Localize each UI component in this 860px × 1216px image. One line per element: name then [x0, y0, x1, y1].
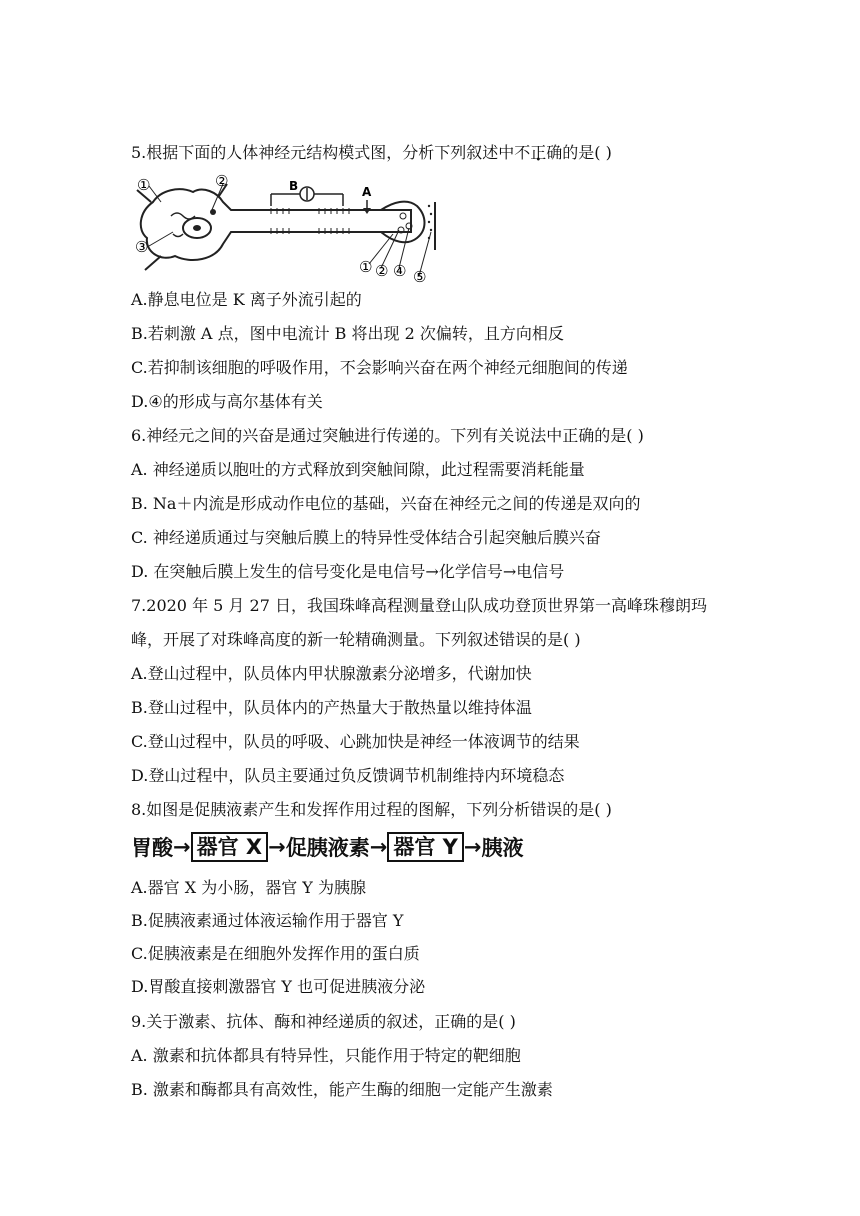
q8-stem: 8.如图是促胰液素产生和发挥作用过程的图解，下列分析错误的是( ) — [131, 800, 612, 819]
label-r4: ④ — [393, 262, 407, 280]
q6-option-c: C. 神经递质通过与突触后膜上的特异性受体结合引起突触后膜兴奋 — [131, 528, 601, 547]
flow-pancreatic-juice: 胰液 — [481, 836, 524, 860]
neuron-soma — [141, 189, 411, 260]
flow-organ-y-box: 器官 Y — [387, 832, 464, 862]
q5-stem-text: 5.根据下面的人体神经元结构模式图，分析下列叙述中 — [131, 143, 515, 162]
label-r1: ① — [359, 258, 373, 276]
organelle-2 — [173, 234, 183, 237]
q8-option-a: A.器官 X 为小肠，器官 Y 为胰腺 — [131, 878, 366, 897]
organelle-1 — [171, 213, 195, 219]
label-b: B — [289, 179, 299, 193]
flow-organ-x-box: 器官 X — [191, 832, 269, 862]
label-r2: ② — [375, 262, 389, 280]
q5-option-c: C.若抑制该细胞的呼吸作用，不会影响兴奋在两个神经元细胞间的传递 — [131, 358, 628, 377]
axon-terminal — [381, 202, 425, 243]
q5-stem — [131, 143, 791, 163]
q9-stem: 9.关于激素、抗体、酶和神经递质的叙述，正确的是( ) — [131, 1012, 516, 1031]
q8-option-b: B.促胰液素通过体液运输作用于器官 Y — [131, 911, 404, 930]
label-r5: ⑤ — [413, 268, 427, 284]
q6-option-b: B. Na＋内流是形成动作电位的基础，兴奋在神经元之间的传递是双向的 — [131, 494, 641, 513]
q6-option-d: D. 在突触后膜上发生的信号变化是电信号→化学信号→电信号 — [131, 562, 565, 581]
label-3: ③ — [135, 238, 149, 256]
q5-option-d: D.④的形成与高尔基体有关 — [131, 392, 323, 411]
q8-option-c: C.促胰液素是在细胞外发挥作用的蛋白质 — [131, 944, 420, 963]
q7-option-a: A.登山过程中，队员体内甲状腺激素分泌增多，代谢加快 — [131, 664, 532, 683]
q9-option-a: A. 激素和抗体都具有特异性，只能作用于特定的靶细胞 — [131, 1046, 521, 1065]
label-1: ① — [137, 176, 151, 194]
q7-option-b: B.登山过程中，队员体内的产热量大于散热量以维持体温 — [131, 698, 532, 717]
q6-option-a: A. 神经递质以胞吐的方式释放到突触间隙，此过程需要消耗能量 — [131, 460, 585, 479]
neuron-structure-figure — [131, 172, 439, 284]
secretin-flow-diagram — [131, 830, 523, 864]
q5-option-a: A.静息电位是 K 离子外流引起的 — [131, 290, 362, 309]
q7-stem-line1: 7.2020 年 5 月 27 日，我国珠峰高程测量登山队成功登顶世界第一高峰珠穆朗玛 — [131, 596, 707, 615]
label-a: A — [362, 185, 372, 199]
dendrites — [137, 184, 227, 270]
vesicle — [210, 209, 216, 215]
q5-option-b: B.若刺激 A 点，图中电流计 B 将出现 2 次偏转，且方向相反 — [131, 324, 564, 343]
flow-arrow-icon: → — [369, 835, 388, 859]
axon-ticks — [271, 208, 349, 234]
flow-arrow-icon: → — [173, 835, 191, 859]
q7-option-c: C.登山过程中，队员的呼吸、心跳加快是神经一体液调节的结果 — [131, 732, 580, 751]
q8-option-d: D.胃酸直接刺激器官 Y 也可促进胰液分泌 — [131, 977, 426, 996]
q7-option-d: D.登山过程中，队员主要通过负反馈调节机制维持内环境稳态 — [131, 766, 565, 785]
flow-secretin: 促胰液素 — [285, 836, 370, 860]
label-2: ② — [215, 172, 229, 190]
q5-emphasis: 不正确 — [514, 143, 563, 162]
q7-stem-line2: 峰，开展了对珠峰高度的新一轮精确测量。下列叙述错误的是( ) — [131, 630, 581, 649]
nucleolus — [193, 225, 201, 231]
q5-bracket: 的是( ) — [562, 143, 612, 162]
flow-gastric-acid: 胃酸 — [131, 836, 173, 860]
flow-arrow-icon: → — [268, 835, 286, 859]
q6-stem: 6.神经元之间的兴奋是通过突触进行传递的。下列有关说法中正确的是( ) — [131, 426, 644, 445]
flow-arrow-icon: → — [463, 835, 482, 859]
q9-option-b: B. 激素和酶都具有高效性，能产生酶的细胞一定能产生激素 — [131, 1080, 553, 1099]
